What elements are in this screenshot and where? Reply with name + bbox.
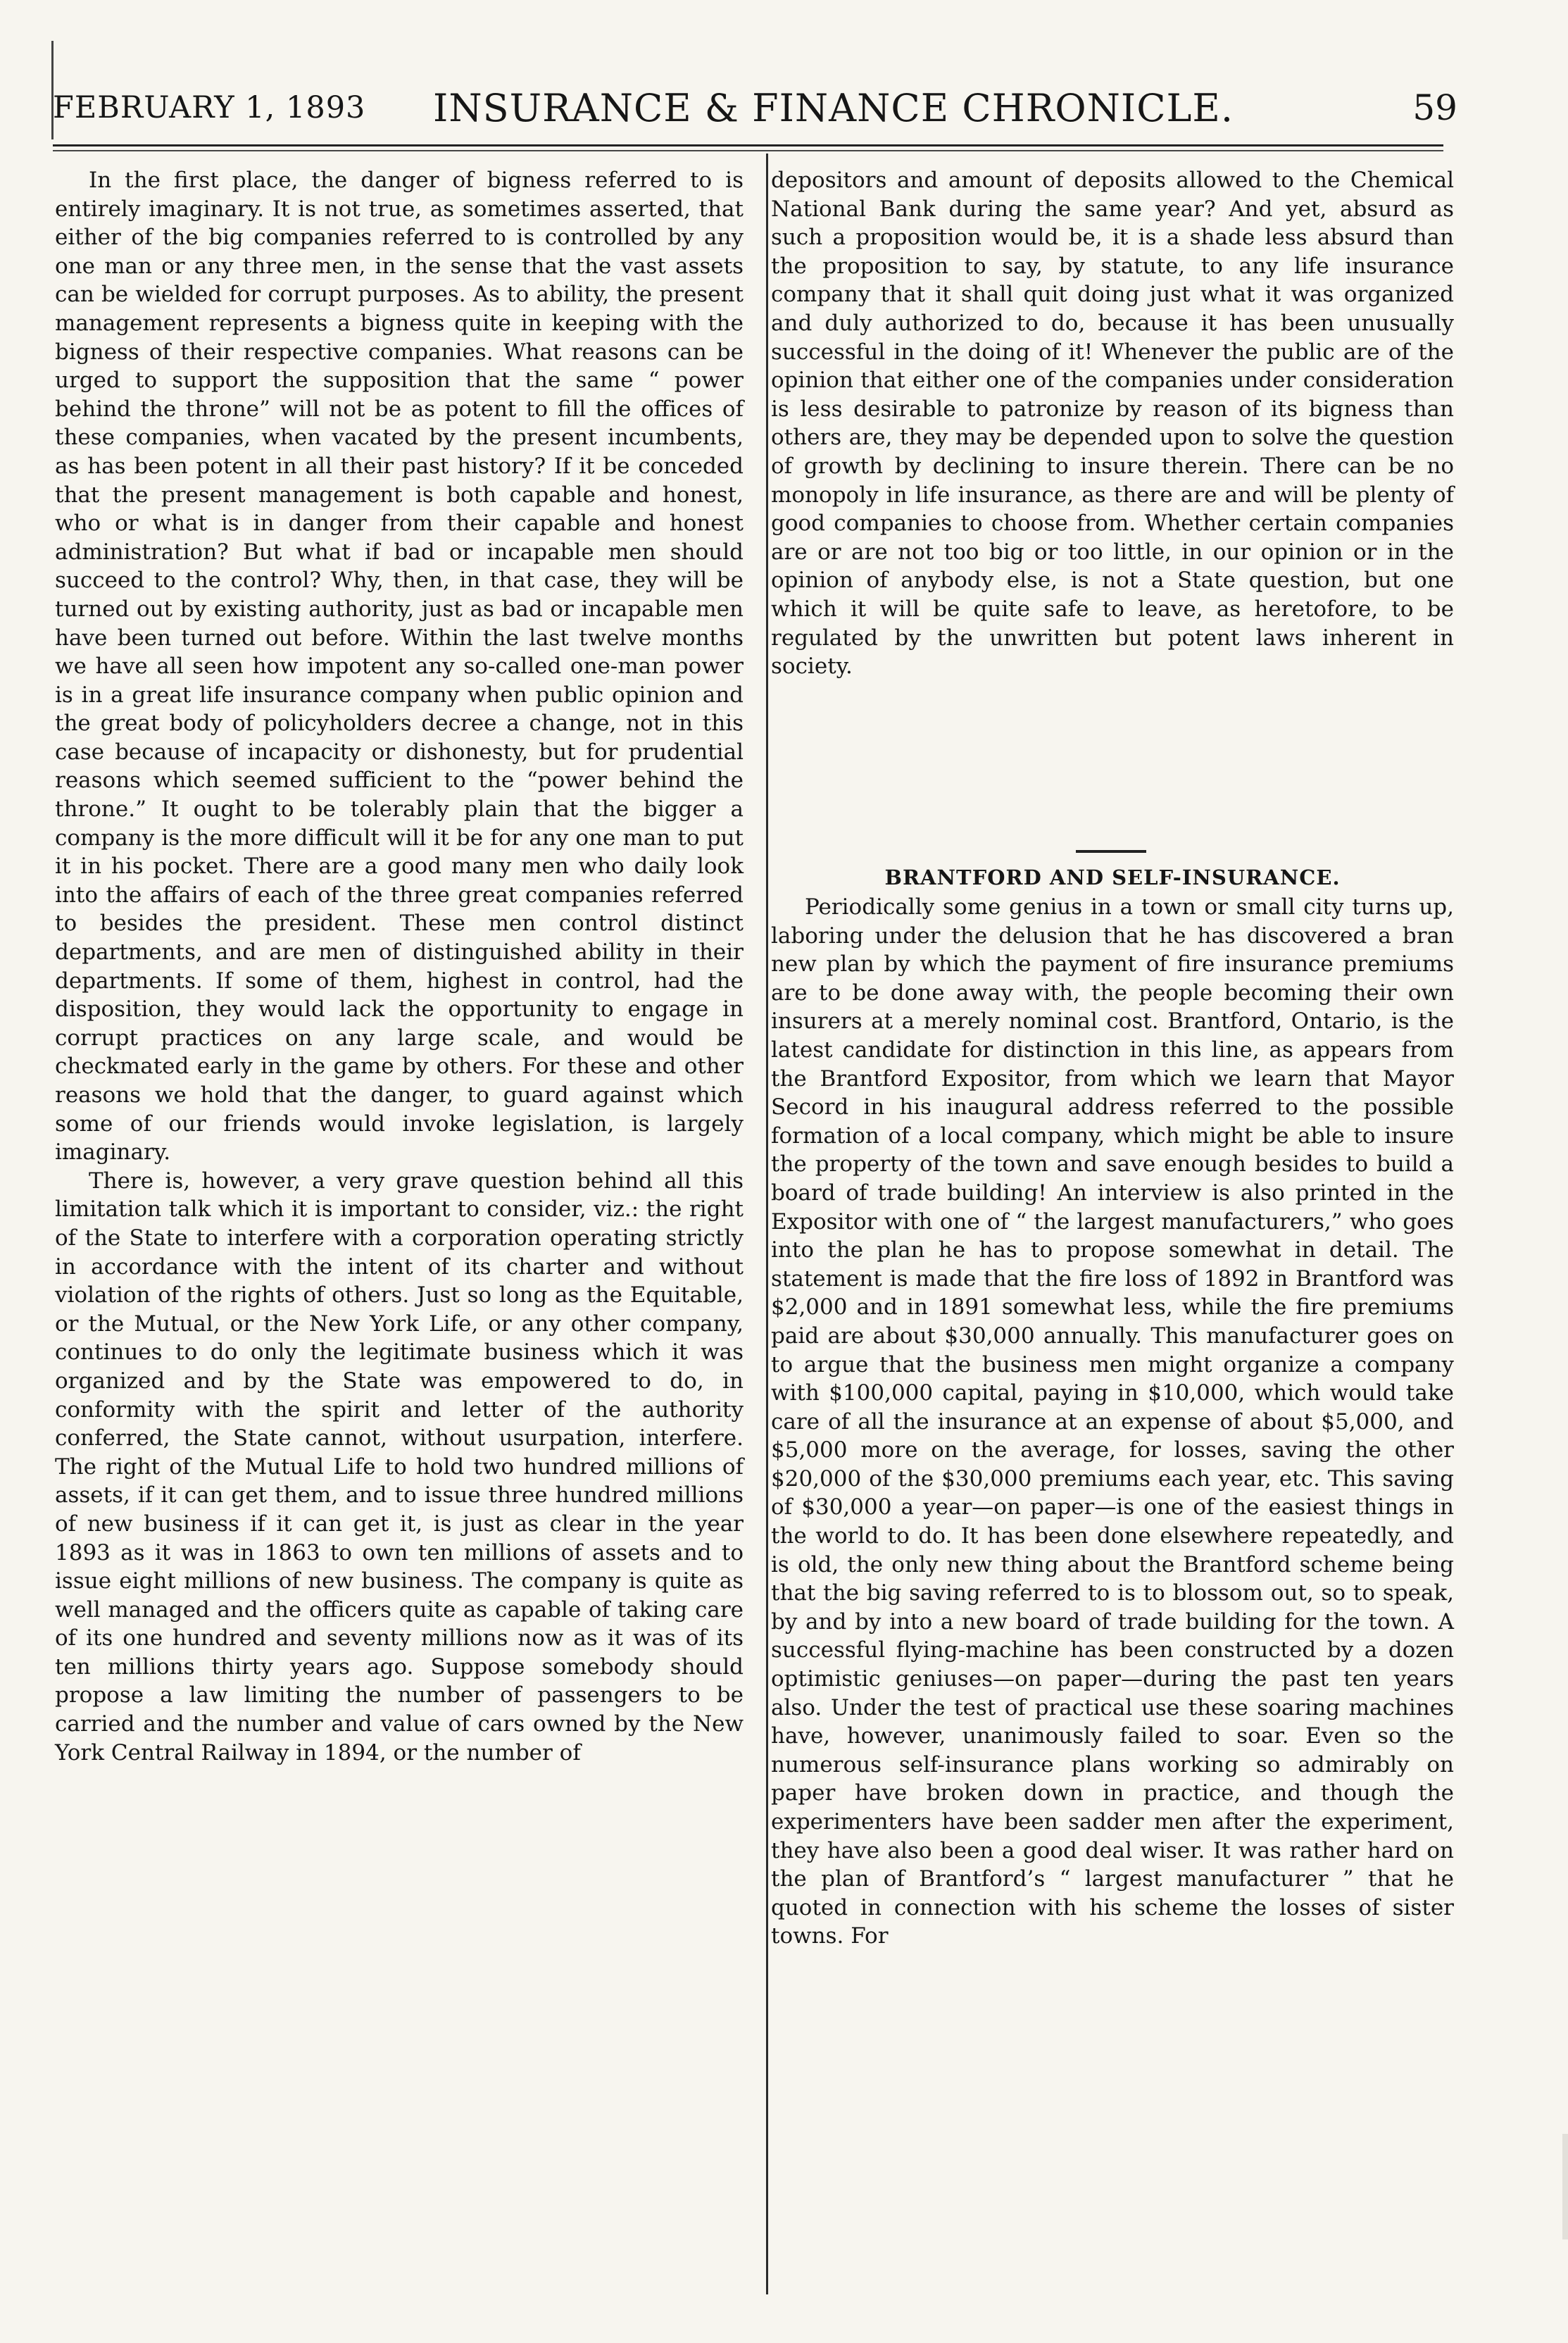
article-heading: BRANTFORD AND SELF-INSURANCE.	[884, 866, 1341, 889]
header-rule-thin	[53, 150, 1443, 151]
right-column-article	[771, 863, 1454, 1951]
body-paragraph: There is, however, a very grave question behind all this limitation talk which it is important to consider, viz.: the right of the State to interfere with a corporation operating strictly in accordance with the intent of its charter and without violation of the rights of others. Just so long as the Equitable, or the Mutual, or the New York Life, or any other company, continues to do only the legitimate business which it was organized and by the State was empowered to do, in conformity with the spirit and letter of the authority conferred, the State cannot, without usurpation, interfere. The right of the Mutual Life to hold two hundred millions of assets, if it can get them, and to issue three hundred millions of new business if it can get it, is just as clear in the year 1893 as it was in 1863 to own ten millions of assets and to issue eight millions of new business. The company is quite as well managed and the officers quite as capable of taking care of its one hundred and seventy millions now as it was of its ten millions thirty years ago. Suppose somebody should propose a law limiting the number of passengers to be carried and the number and value of cars owned by the New York Central Railway in 1894, or the number of	[55, 1168, 744, 1766]
section-break-rule	[1076, 850, 1146, 853]
left-column	[55, 166, 744, 1767]
column-divider	[766, 154, 768, 2294]
body-paragraph: depositors and amount of deposits allowed to the Chemical National Bank during the same year? And yet, absurd as such a proposition would be, it is a shade less absurd than the proposition to say, by statute, to any life insurance company that it shall quit doing just what it was organized and duly authorized to do, because it has been unusually successful in the doing of it! Whenever the public are of the opinion that either one of the companies under consideration is less desirable to patronize by reason of its bigness than others are, they may be depended upon to solve the question of growth by declining to insure therein. There can be no monopoly in life insurance, as there are and will be plenty of good companies to choose from. Whether certain companies are or are not too big or too little, in our opinion or in the opinion of anybody else, is not a State question, but one which it will be quite safe to leave, as heretofore, to be regulated by the unwritten but potent laws inherent in society.	[771, 168, 1454, 680]
header-rule	[53, 144, 1443, 146]
page-number: 59	[1412, 87, 1457, 128]
publication-title: INSURANCE & FINANCE CHRONICLE.	[433, 86, 1234, 130]
body-paragraph: In the first place, the danger of bigness referred to is entirely imaginary. It is not true, as sometimes asserted, that either of the big companies referred to is controlled by any one man or any three men, in the sense that the vast assets can be wielded for corrupt purposes. As to ability, the present management represents a bigness quite in keeping with the bigness of their respective companies. What reasons can be urged to support the supposition that the same “ power behind the throne” will not be as potent to fill the offices of these companies, when vacated by the present incumbents, as has been potent in all their past history? If it be conceded that the present management is both capable and honest, who or what is in danger from their capable and honest administration? But what if bad or incapable men should succeed to the control? Why, then, in that case, they will be turned out by existing authority, just as bad or incapable men have been turned out before. Within the last twelve months we have all seen how impotent any so-called one-man power is in a great life insurance company when public opinion and the great body of policyholders decree a change, not in this case because of incapacity or dishonesty, but for prudential reasons which seemed sufficient to the “power behind the throne.” It ought to be tolerably plain that the bigger a company is the more difficult will it be for any one man to put it in his pocket. There are a good many men who daily look into the affairs of each of the three great companies referred to besides the president. These men control distinct departments, and are men of distinguished ability in their departments. If some of them, highest in control, had the disposition, they would lack the opportunity to engage in corrupt practices on any large scale, and would be checkmated early in the game by others. For these and other reasons we hold that the danger, to guard against which some of our friends would invoke legislation, is largely imaginary.	[55, 168, 744, 1166]
page-edge	[1562, 2134, 1568, 2239]
right-column-top	[771, 166, 1454, 681]
body-paragraph: Periodically some genius in a town or small city turns up, laboring under the delusion that he has discovered a bran new plan by which the payment of fire insurance premiums are to be done away with, the people becoming their own insurers at a merely nominal cost. Brantford, Ontario, is the latest candidate for distinction in this line, as appears from the Brantford Expositor, from which we learn that Mayor Secord in his inaugural address referred to the possible formation of a local company, which might be able to insure the property of the town and save enough besides to build a board of trade building! An interview is also printed in the Expositor with one of “ the largest manufacturers,” who goes into the plan he has to propose somewhat in detail. The statement is made that the fire loss of 1892 in Brantford was $2,000 and in 1891 somewhat less, while the fire premiums paid are about $30,000 annually. This manufacturer goes on to argue that the business men might organize a company with $100,000 capital, paying in $10,000, which would take care of all the insurance at an expense of about $5,000, and $5,000 more on the average, for losses, saving the other $20,000 of the $30,000 premiums each year, etc. This saving of $30,000 a year—on paper—is one of the easiest things in the world to do. It has been done elsewhere repeatedly, and is old, the only new thing about the Brantford scheme being that the big saving referred to is to blossom out, so to speak, by and by into a new board of trade building for the town. A successful flying-machine has been constructed by a dozen optimistic geniuses—on paper—during the past ten years also. Under the test of practical use these soaring machines have, however, unanimously failed to soar. Even so the numerous self-insurance plans working so admirably on paper have broken down in practice, and though the experimenters have been sadder men after the experiment, they have also been a good deal wiser. It was rather hard on the plan of Brantford’s “ largest manufacturer ” that he quoted in connection with his scheme the losses of sister towns. For	[771, 894, 1454, 1949]
page-header	[39, 76, 1457, 139]
issue-date: FEBRUARY 1, 1893	[53, 90, 366, 125]
